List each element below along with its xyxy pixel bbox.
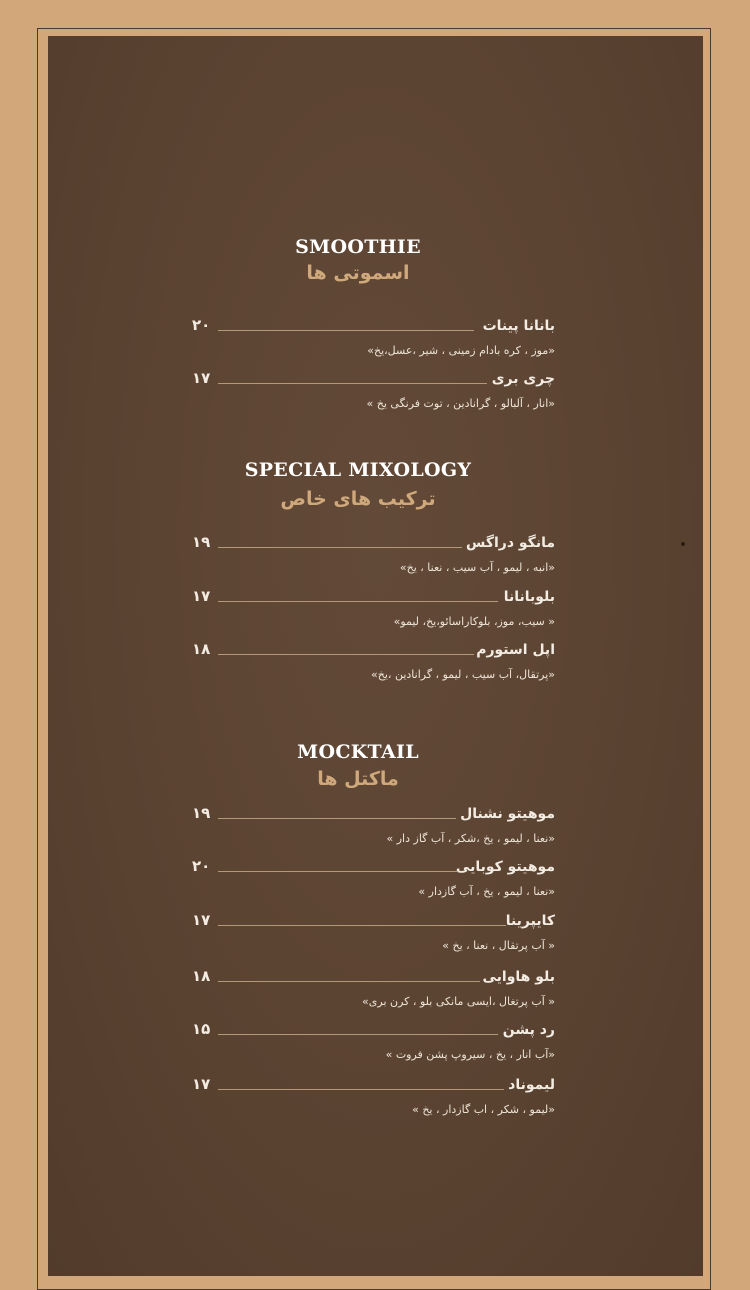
item-description: «آب انار ، یخ ، سیروپ پشن فروت » xyxy=(385,1048,555,1061)
section-title-en: SMOOTHIE xyxy=(295,236,421,258)
item-price: ۲۰ xyxy=(192,857,211,875)
item-price: ۱۷ xyxy=(192,369,211,387)
item-description: «انبه ، لیمو ، آب سیب ، نعنا ، یخ» xyxy=(399,561,555,574)
item-description: «نعنا ، لیمو ، یخ ، آب گازدار » xyxy=(418,885,555,898)
item-leader-line xyxy=(218,1034,498,1035)
item-price: ۱۵ xyxy=(192,1020,211,1038)
item-leader-line xyxy=(218,654,474,655)
item-description: « آب پرتغال ،ایسی مانکی بلو ، کرن بری» xyxy=(362,995,555,1008)
item-description: «لیمو ، شکر ، اب گازدار ، یخ » xyxy=(412,1103,555,1116)
item-name: رد پشن xyxy=(502,1022,555,1038)
menu-item xyxy=(0,969,750,1019)
item-leader-line xyxy=(218,818,456,819)
item-name: چری بری xyxy=(491,371,555,387)
item-leader-line xyxy=(218,981,480,982)
item-name: کایپرینا xyxy=(505,913,555,929)
item-price: ۲۰ xyxy=(192,316,211,334)
item-description: « آب پرتقال ، نعنا ، یخ » xyxy=(442,939,555,952)
menu-item xyxy=(0,806,750,856)
item-price: ۱۹ xyxy=(192,804,211,822)
item-name: اپل استورم xyxy=(476,642,555,658)
item-price: ۱۹ xyxy=(192,533,211,551)
menu-item xyxy=(0,1077,750,1127)
item-name: بانانا پینات xyxy=(482,318,555,334)
item-price: ۱۸ xyxy=(192,640,211,658)
item-price: ۱۸ xyxy=(192,967,211,985)
item-name: مانگو دراگس xyxy=(466,535,555,551)
menu-item xyxy=(0,318,750,368)
menu-item xyxy=(0,1022,750,1072)
item-description: « سیب، موز، بلوکاراسائو،یخ، لیمو» xyxy=(393,615,555,628)
item-description: «انار ، آلبالو ، گرانادین ، توت فرنگی یخ » xyxy=(366,397,555,410)
item-description: «موز ، کره بادام زمینی ، شیر ،عسل،یخ» xyxy=(367,344,555,357)
menu-item xyxy=(0,535,750,585)
item-name: موهیتو نشنال xyxy=(460,806,555,822)
item-leader-line xyxy=(218,925,506,926)
item-name: موهیتو کوبایی xyxy=(455,859,555,875)
item-name: بلو هاوایی xyxy=(482,969,555,985)
menu-item xyxy=(0,913,750,963)
item-description: «نعنا ، لیمو ، یخ ،شکر ، آب گاز دار » xyxy=(386,832,555,845)
item-leader-line xyxy=(218,1089,504,1090)
section-title-fa: ترکیب های خاص xyxy=(280,488,436,510)
item-name: لیموناد xyxy=(508,1077,555,1093)
menu-item xyxy=(0,589,750,639)
item-name: بلوبانانا xyxy=(503,589,555,605)
section-title-en: SPECIAL MIXOLOGY xyxy=(244,459,472,481)
item-leader-line xyxy=(218,871,458,872)
item-price: ۱۷ xyxy=(192,911,211,929)
menu-item xyxy=(0,642,750,692)
menu-item xyxy=(0,859,750,909)
item-leader-line xyxy=(218,547,462,548)
section-title-fa: اسموتی ها xyxy=(306,262,410,284)
item-leader-line xyxy=(218,383,487,384)
item-leader-line xyxy=(218,601,498,602)
item-price: ۱۷ xyxy=(192,587,211,605)
section-title-en: MOCKTAIL xyxy=(297,741,419,763)
menu-item xyxy=(0,371,750,421)
section-title-fa: ماکتل ها xyxy=(317,768,399,790)
item-leader-line xyxy=(218,330,474,331)
item-description: «پرتقال، آب سیب ، لیمو ، گرانادین ،یخ» xyxy=(371,668,555,681)
item-price: ۱۷ xyxy=(192,1075,211,1093)
